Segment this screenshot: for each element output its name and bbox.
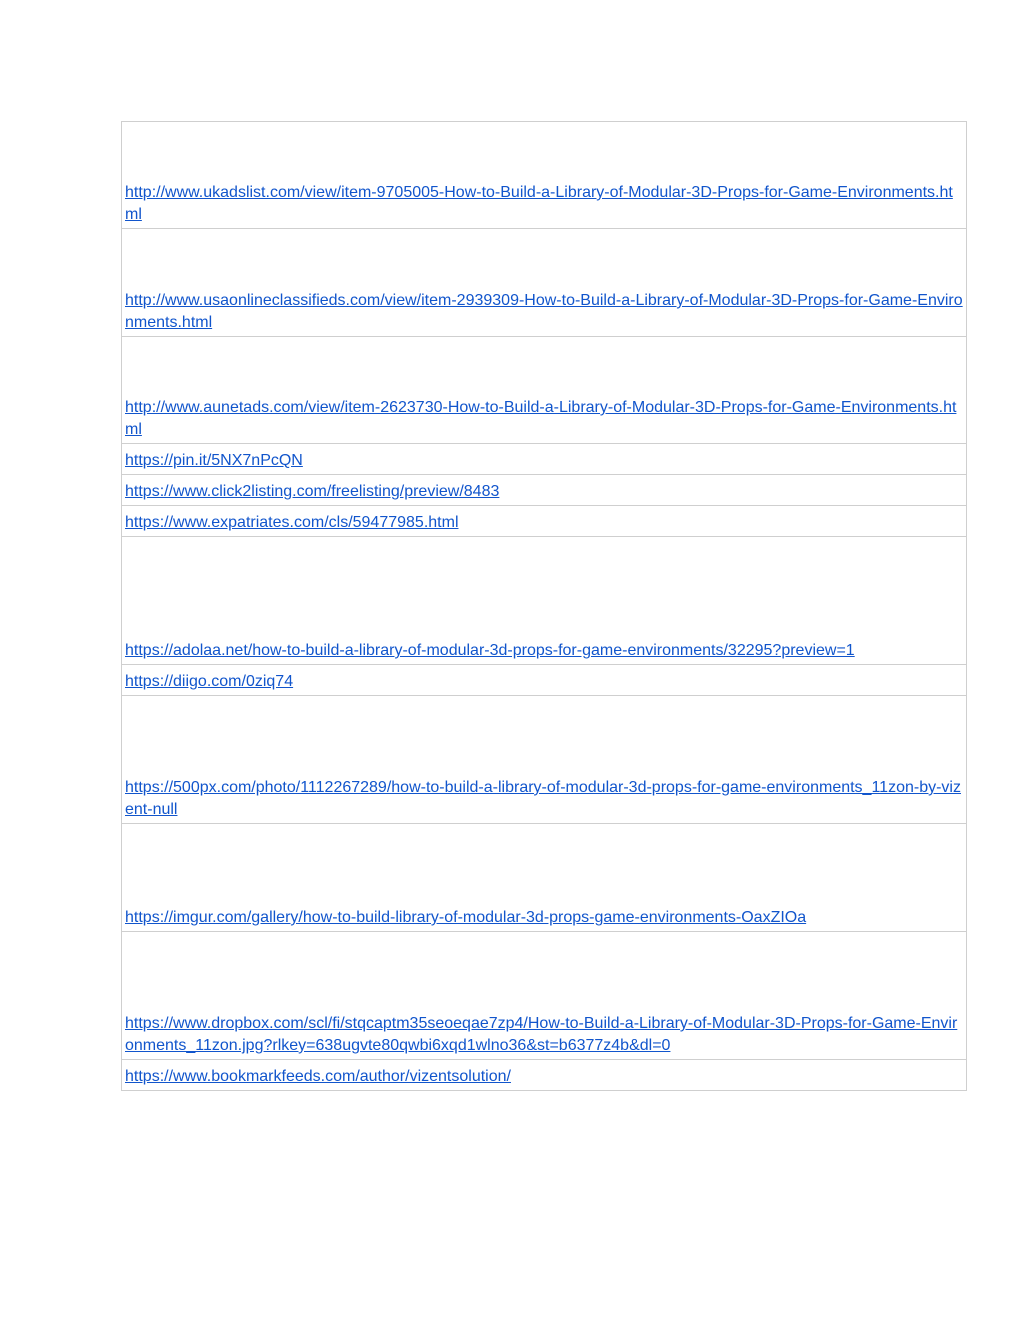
table-cell	[122, 537, 967, 665]
table-row	[122, 824, 967, 932]
table-row	[122, 665, 967, 696]
table-cell	[122, 1060, 967, 1091]
link-ukadslist[interactable]: http://www.ukadslist.com/view/item-9705005-How-to-Build-a-Library-of-Modular-3D-Props-for-Game-Environments.html	[125, 184, 953, 223]
table-cell	[122, 932, 967, 1060]
link-adolaa[interactable]: https://adolaa.net/how-to-build-a-library-of-modular-3d-props-for-game-environments/32295?preview=1	[125, 642, 855, 659]
table-cell	[122, 696, 967, 824]
table-cell	[122, 506, 967, 537]
link-aunetads[interactable]: http://www.aunetads.com/view/item-2623730-How-to-Build-a-Library-of-Modular-3D-Props-for-Game-Environments.html	[125, 399, 957, 438]
link-diigo[interactable]: https://diigo.com/0ziq74	[125, 673, 294, 690]
table-cell	[122, 824, 967, 932]
table-row	[122, 444, 967, 475]
table-row	[122, 506, 967, 537]
table-row	[122, 122, 967, 229]
link-500px[interactable]: https://500px.com/photo/1112267289/how-to-build-a-library-of-modular-3d-props-for-game-environments_11zon-by-vizent-null	[125, 779, 961, 818]
table-row	[122, 475, 967, 506]
table-row	[122, 696, 967, 824]
link-expatriates[interactable]: https://www.expatriates.com/cls/59477985.html	[125, 514, 459, 531]
link-dropbox[interactable]: https://www.dropbox.com/scl/fi/stqcaptm35seoeqae7zp4/How-to-Build-a-Library-of-Modular-3D-Props-for-Game-Environments_11zon.jpg?rlkey=638ugvte80qwbi6xqd1wlno36&st=b6377z4b&dl=0	[125, 1015, 958, 1054]
table-cell	[122, 665, 967, 696]
table-cell	[122, 122, 967, 229]
link-pinterest[interactable]: https://pin.it/5NX7nPcQN	[125, 452, 303, 469]
table-row	[122, 1060, 967, 1091]
link-imgur[interactable]: https://imgur.com/gallery/how-to-build-library-of-modular-3d-props-game-environments-OaxZIOa	[125, 909, 807, 926]
link-table	[121, 121, 967, 1091]
link-usaonlineclassifieds[interactable]: http://www.usaonlineclassifieds.com/view/item-2939309-How-to-Build-a-Library-of-Modular-3D-Props-for-Game-Environments.html	[125, 292, 963, 331]
link-click2listing[interactable]: https://www.click2listing.com/freelisting/preview/8483	[125, 483, 500, 500]
table-cell	[122, 337, 967, 444]
table-cell	[122, 444, 967, 475]
table-cell	[122, 475, 967, 506]
table-row	[122, 337, 967, 444]
table-row	[122, 537, 967, 665]
link-bookmarkfeeds[interactable]: https://www.bookmarkfeeds.com/author/vizentsolution/	[125, 1068, 511, 1085]
table-row	[122, 932, 967, 1060]
table-cell	[122, 229, 967, 337]
table-row	[122, 229, 967, 337]
